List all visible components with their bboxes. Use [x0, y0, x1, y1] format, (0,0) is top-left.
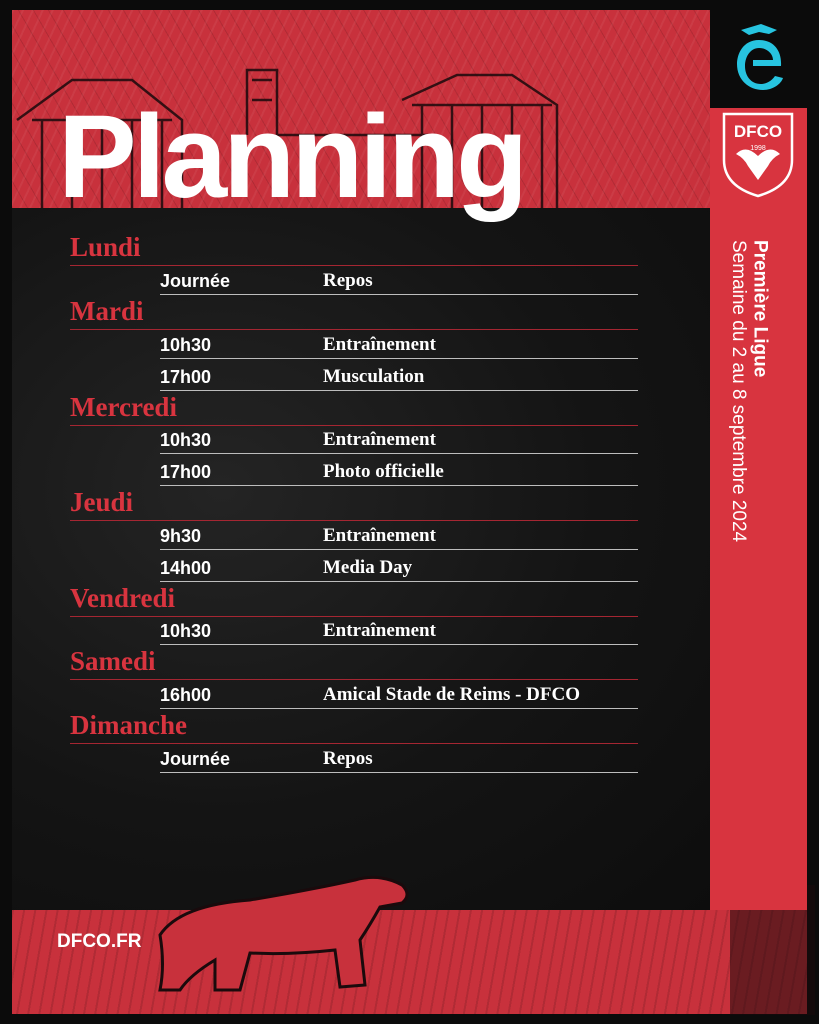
footer-background: [12, 910, 807, 1014]
schedule-row: [160, 330, 638, 359]
schedule-row: [160, 425, 638, 454]
day-heading: Dimanche: [70, 712, 638, 744]
event-time: 9h30: [160, 526, 202, 546]
website-link[interactable]: DFCO.FR: [57, 931, 142, 952]
day-heading: Jeudi: [70, 489, 638, 521]
day-heading: Lundi: [70, 234, 638, 266]
club-crest-icon: [720, 110, 796, 198]
event-time: 17h00: [160, 462, 212, 482]
event-time: 10h30: [160, 335, 212, 355]
schedule-row: [160, 266, 638, 295]
event-activity: Musculation: [323, 366, 425, 387]
event-activity: Repos: [323, 270, 373, 291]
event-activity: Entraînement: [323, 429, 436, 450]
day-heading: Mercredi: [70, 394, 638, 426]
brand-logo-icon: [731, 24, 787, 94]
event-time: 16h00: [160, 685, 212, 705]
day-heading: Samedi: [70, 648, 638, 680]
event-activity: Entraînement: [323, 620, 436, 641]
event-time: 17h00: [160, 367, 212, 387]
event-time: 10h30: [160, 621, 212, 641]
day-heading: Mardi: [70, 298, 638, 330]
schedule-row: [160, 457, 638, 486]
schedule-row: [160, 680, 638, 709]
schedule-row: [160, 616, 638, 645]
sidebar-caption: [727, 240, 771, 542]
schedule-row: [160, 553, 638, 582]
event-time: 10h30: [160, 430, 212, 450]
schedule-row: [160, 362, 638, 391]
logo-box: [710, 10, 807, 108]
event-time: Journée: [160, 271, 231, 291]
page-title: Planning: [58, 91, 525, 223]
event-activity: Entraînement: [323, 334, 436, 355]
schedule-row: [160, 521, 638, 550]
crest-name: DFCO: [733, 122, 783, 141]
event-time: Journée: [160, 749, 231, 769]
event-time: 14h00: [160, 558, 212, 578]
event-activity: Media Day: [323, 557, 413, 578]
event-activity: Entraînement: [323, 525, 436, 546]
event-activity: Repos: [323, 748, 373, 769]
league-name: Première Ligue: [749, 240, 771, 378]
event-activity: Photo officielle: [323, 461, 444, 482]
schedule-row: [160, 744, 638, 773]
crest-year: 1998: [750, 145, 766, 152]
day-heading: Vendredi: [70, 585, 638, 617]
event-activity: Amical Stade de Reims - DFCO: [323, 684, 580, 705]
week-range: Semaine du 2 au 8 septembre 2024: [727, 240, 749, 543]
